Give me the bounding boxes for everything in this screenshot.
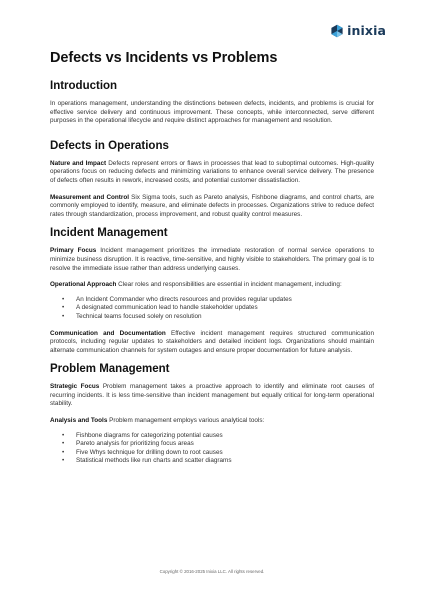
list-item-text: Statistical methods like run charts and scatter diagrams bbox=[76, 457, 232, 465]
problems-heading: Problem Management bbox=[50, 363, 170, 376]
list-item-text: A designated communication lead to handle stakeholder updates bbox=[76, 304, 258, 312]
list-item bbox=[62, 440, 374, 449]
problems-paragraph-1 bbox=[50, 383, 374, 409]
defects-p1-lead: Nature and Impact bbox=[50, 159, 107, 167]
defects-paragraph-1 bbox=[50, 160, 374, 186]
problems-p1-text: Problem management takes a proactive approach to identify and eliminate root causes of recurring incidents. It is less time-sensitive than incident management but equally critical for long-term operational stability. bbox=[50, 383, 374, 408]
list-item bbox=[62, 432, 374, 441]
introduction-text: In operations management, understanding the distinctions between defects, incidents, and problems is crucial for effective service delivery and continuous improvement. These concepts, while interconnected, serve different purposes in the operational lifecycle and require distinct approaches for management and resolution. bbox=[50, 100, 374, 125]
introduction-heading: Introduction bbox=[50, 80, 118, 92]
list-item-text: Pareto analysis for prioritizing focus areas bbox=[76, 440, 194, 448]
list-item bbox=[62, 313, 374, 322]
problems-p2-lead: Analysis and Tools bbox=[50, 417, 108, 425]
problems-p2-text: Problem management employs various analytical tools: bbox=[107, 417, 265, 425]
problems-paragraph-2 bbox=[50, 417, 374, 426]
problems-tools-list bbox=[62, 432, 374, 466]
list-item bbox=[62, 449, 374, 458]
inixia-logo-icon bbox=[330, 24, 344, 38]
section-incidents bbox=[50, 227, 374, 355]
list-item-text: Five Whys technique for drilling down to root causes bbox=[76, 448, 223, 456]
bullet-icon: • bbox=[62, 431, 65, 439]
list-item bbox=[62, 457, 374, 466]
list-item bbox=[62, 304, 374, 313]
problems-p1-lead: Strategic Focus bbox=[50, 383, 100, 391]
bullet-icon: • bbox=[62, 457, 65, 465]
logo-text: inixia bbox=[347, 23, 386, 38]
document-body bbox=[50, 50, 374, 474]
incidents-p1-text: Incident management prioritizes the immediate restoration of normal service operations to minimize business disruption. It is reactive, time-sensitive, and highly visible to stakeholders. The primary goal is to resolve the immediate issue rather than address underlying causes. bbox=[50, 247, 374, 272]
incidents-paragraph-1 bbox=[50, 247, 374, 273]
incidents-role-list bbox=[62, 296, 374, 322]
section-defects bbox=[50, 140, 374, 220]
page-title: Defects vs Incidents vs Problems bbox=[50, 50, 278, 66]
list-item-text: Fishbone diagrams for categorizing potential causes bbox=[76, 431, 223, 439]
section-problems bbox=[50, 363, 374, 466]
bullet-icon: • bbox=[62, 304, 65, 312]
section-introduction bbox=[50, 80, 374, 126]
defects-p2-text: Six Sigma tools, such as Pareto analysis, Fishbone diagrams, and control charts, are commonly employed to identify, measure, and eliminate defects in processes. Organizations strive to reduce defect rates through standardization, process improvement, and robust quality control measures. bbox=[50, 193, 374, 218]
bullet-icon: • bbox=[62, 312, 65, 320]
incidents-p1-lead: Primary Focus bbox=[50, 247, 97, 255]
copyright-footer: Copyright © 2016-2025 Inixia LLC. All rights reserved. bbox=[159, 569, 265, 574]
bullet-icon: • bbox=[62, 440, 65, 448]
list-item-text: Technical teams focused solely on resolution bbox=[76, 312, 202, 320]
bullet-icon: • bbox=[62, 295, 65, 303]
defects-p2-lead: Measurement and Control bbox=[50, 193, 129, 201]
defects-p1-text: Defects represent errors or flaws in processes that lead to suboptimal outcomes. High-quality operations focus on reducing defects and minimizing variations to enhance overall service delivery. The presence of defects often results in rework, increased costs, and potential customer dissatisfaction. bbox=[50, 159, 374, 184]
defects-paragraph-2 bbox=[50, 194, 374, 220]
incidents-p2-text: Clear roles and responsibilities are essential in incident management, including: bbox=[116, 281, 342, 289]
list-item bbox=[62, 296, 374, 305]
list-item-text: An Incident Commander who directs resources and provides regular updates bbox=[76, 295, 292, 303]
incidents-heading: Incident Management bbox=[50, 227, 168, 240]
inixia-logo bbox=[330, 23, 386, 38]
defects-heading: Defects in Operations bbox=[50, 139, 169, 152]
incidents-p3-text: Effective incident management requires structured communication protocols, including regular updates to stakeholders and detailed incident logs. Organizations should maintain alternate communication channels for system outages and ensure proper documentation for future analysis. bbox=[50, 329, 374, 354]
incidents-paragraph-3 bbox=[50, 330, 374, 356]
incidents-p3-lead: Communication and Documentation bbox=[50, 329, 166, 337]
bullet-icon: • bbox=[62, 448, 65, 456]
incidents-p2-lead: Operational Approach bbox=[50, 281, 117, 289]
incidents-paragraph-2 bbox=[50, 281, 374, 290]
